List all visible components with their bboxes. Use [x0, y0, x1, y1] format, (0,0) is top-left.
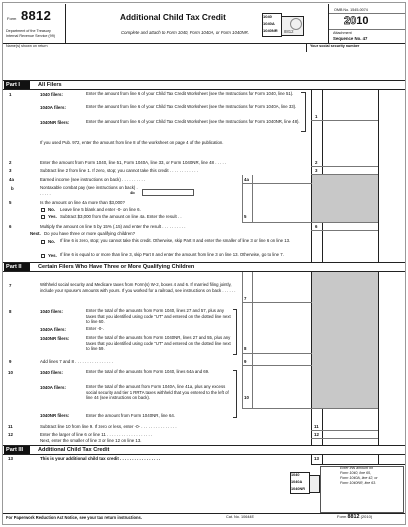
next-no-label: No. [48, 239, 56, 244]
line10-bracket [233, 370, 237, 418]
ssn-label: Your social security number [310, 44, 360, 48]
line1-1040-text: Enter the amount from line 6 of your Child Tax Credit Worksheet (see the Instructions for Form 1040, line 51). [86, 91, 294, 96]
line2-box-number: 2 [315, 160, 318, 165]
line7-number: 7 [9, 283, 12, 288]
part1-title: All Filers [38, 82, 62, 88]
line8-bracket [233, 309, 237, 355]
name-input[interactable] [4, 48, 304, 53]
line1-bracket [301, 92, 306, 132]
line10-box-number: 10 [244, 395, 249, 400]
line10-1040a-label: 1040A filers: [40, 385, 66, 390]
line9-box-number: 9 [244, 359, 247, 364]
line5-yes-checkbox[interactable] [41, 215, 45, 219]
line11-text: Subtract line 10 from line 9. If zero or less, enter -0- . . . . . . . . . . . . . . . [40, 424, 177, 429]
line9-number: 9 [9, 359, 12, 364]
form-label: Form [7, 16, 17, 21]
line8-box-number: 8 [244, 346, 247, 351]
line13-note-2: Form 1040, line 65, [340, 471, 371, 475]
return-forms-icon: 1040 1040A 1040NR [290, 472, 324, 496]
line1-1040a-label: 1040A filers: [40, 105, 66, 110]
line10-1040nr-text: Enter the amount from Form 1040NR, line 64. [86, 413, 176, 418]
next-yes-checkbox[interactable] [41, 254, 45, 258]
line5-box-number: 5 [244, 214, 247, 219]
next-yes-label: Yes. [48, 253, 57, 258]
line8-1040a-text: Enter -0-. [86, 326, 104, 331]
line4a-number: 4a [9, 177, 14, 182]
part3-title: Additional Child Tax Credit [38, 447, 110, 453]
line5-no-checkbox[interactable] [41, 208, 45, 212]
line13-note-3: Form 1040A, line 42, or [340, 476, 378, 480]
line11-box-number: 11 [314, 424, 319, 429]
line8-number: 8 [9, 309, 12, 314]
names-label: Name(s) shown on return [6, 44, 48, 48]
line9-amount-input[interactable] [253, 357, 311, 365]
line11-number: 11 [8, 424, 13, 429]
part2-next-text: Next, enter the smaller of line 3 or line 12 on line 13. [40, 438, 142, 443]
line1-1040nr-label: 1040NR filers: [40, 120, 70, 125]
line13-amount-input[interactable] [323, 455, 377, 463]
line1-note: If you used Pub. 972, enter the amount from line 8 of the worksheet on page 4 of the publication. [40, 140, 224, 145]
line4a-box-number: 4a [244, 177, 249, 182]
line10-1040nr-label: 1040NR filers: [40, 413, 70, 418]
line7-amount-input[interactable] [253, 294, 311, 302]
line4b-text: Nontaxable combat pay (see instructions on back) . . . . . . [40, 185, 138, 196]
line5-no-label: No. [48, 207, 56, 212]
line5-no-text: Leave line 5 blank and enter -0- on line 6. [60, 207, 141, 212]
line10-number: 10 [8, 370, 13, 375]
line6-number: 6 [9, 224, 12, 229]
line12-box-number: 12 [314, 432, 319, 437]
line5-amount-input[interactable] [253, 213, 311, 221]
form-stack-icon: 1040 1040A 1040NR 8812 [262, 13, 308, 39]
part1-tag: Part I [4, 81, 30, 89]
attachment-label: Attachment [333, 31, 352, 35]
line7-box-number: 7 [244, 296, 247, 301]
header-left-divider [65, 4, 66, 43]
sequence-number: Sequence No. 47 [333, 36, 368, 41]
next-label: Next. [30, 231, 41, 236]
department-label: Department of the Treasury [6, 29, 51, 33]
line2-number: 2 [9, 160, 12, 165]
line10-1040-label: 1040 filers: [40, 370, 63, 375]
line10-1040a-text: Enter the total of the amount from Form 1040A, line 41a, plus any excess social security and tier 1 RRTA taxes withheld that you entered to the left of line 44 (see instructions on back). [86, 384, 229, 401]
form-number: 8812 [21, 8, 52, 23]
line5-yes-label: Yes. [48, 214, 57, 219]
line3-box-number: 3 [315, 168, 318, 173]
line12-amount-input[interactable] [323, 431, 377, 438]
line13-box-number: 13 [314, 456, 319, 461]
ssn-input[interactable] [308, 48, 404, 53]
line6-amount-input[interactable] [323, 223, 377, 230]
line13-note-4: Form 1040NR, line 63. [340, 481, 377, 485]
line4a-text: Earned income (see instructions on back) . . . . . . . . . . [40, 177, 146, 182]
line2-text: Enter the amount from Form 1040, line 51, Form 1040A, line 33, or Form 1040NR, line 48 . . . . . [40, 160, 227, 165]
footer-form-id: Form 8812 (2010) [337, 514, 373, 520]
next-no-text: If line 6 is zero, stop; you cannot take this credit. Otherwise, skip Part II and enter the smaller of line 3 or line 6 on line 13. [60, 238, 291, 243]
form-subtitle: Complete and attach to Form 1040, Form 1040A, or Form 1040NR. [121, 30, 250, 35]
line10-1040-text: Enter the total of the amounts from Form 1040, lines 64a and 69. [86, 369, 210, 374]
line1-1040-label: 1040 filers: [40, 92, 63, 97]
line1-amount-input[interactable] [323, 112, 377, 120]
line5-number: 5 [9, 200, 12, 205]
line12-text: Enter the larger of line 6 or line 11 . . . . . . . . . . . . . . . . . . . [40, 432, 153, 437]
omb-number: OMB No. 1545-0074 [334, 8, 368, 12]
line3-number: 3 [9, 168, 12, 173]
catalog-number: Cat. No. 10644E [226, 515, 255, 519]
line1-1040nr-text: Enter the amount from line 6 of your Child Tax Credit Worksheet (see the Instructions for Form 1040NR, line 48). [86, 119, 300, 124]
line11-amount-input[interactable] [323, 422, 377, 430]
line13-text: This is your additional child tax credit . . . . . . . . . . . . . . . . . [40, 456, 161, 461]
part3-tag: Part III [4, 446, 30, 454]
next-yes-text: If line 6 is equal to or more than line 3, skip Part II and enter the amount from line 3 on line 13. Otherwise, go to line 7. [60, 252, 284, 257]
line7-text: Withheld social security and Medicare taxes from Form(s) W-2, boxes 4 and 6. If married filing jointly, include your spouse's amounts with yours. If you worked for a railroad, see instructions on back . . . . . . [40, 282, 236, 293]
line8-1040nr-text: Enter the total of the amounts from Form 1040NR, lines 27 and 55, plus any taxes that you identified using code "UT" and entered on the dotted line next to line 59. [86, 335, 231, 352]
part1-shaded-column [312, 175, 378, 222]
line8-1040a-label: 1040A filers: [40, 327, 66, 332]
line6-text: Multiply the amount on line 5 by 15% (.15) and enter the result . . . . . . . . . . [40, 224, 186, 229]
line5-text: Is the amount on line 4a more than $3,000? [40, 200, 125, 205]
line10-amount-input[interactable] [253, 393, 311, 401]
next-text: Do you have three or more qualifying children? [44, 231, 136, 236]
line13-number: 13 [8, 456, 13, 461]
line5-yes-text: Subtract $3,000 from the amount on line 4a. Enter the result . . [60, 214, 182, 219]
line8-amount-input[interactable] [253, 344, 311, 352]
line4b-number: b [11, 186, 14, 191]
irs-label: Internal Revenue Service (99) [6, 34, 55, 38]
line8-1040nr-label: 1040NR filers: [40, 336, 70, 341]
line1-number: 1 [9, 92, 12, 97]
line3-amount-input[interactable] [323, 167, 377, 174]
line4a-amount-input[interactable] [253, 176, 311, 183]
line4b-amount-input[interactable] [142, 189, 194, 196]
line4b-box-number: 4b [130, 190, 135, 195]
line2-amount-input[interactable] [323, 158, 377, 166]
line13-note-1: Enter this amount on [340, 466, 374, 470]
part2-shaded-column [312, 272, 378, 408]
paperwork-notice: For Paperwork Reduction Act Notice, see your tax return instructions. [6, 515, 142, 520]
next-no-checkbox[interactable] [41, 240, 45, 244]
line3-text: Subtract line 2 from line 1. If zero, stop; you cannot take this credit . . . . . . . . . . . . [40, 168, 198, 173]
line8-1040-label: 1040 filers: [40, 309, 63, 314]
line1-box-number: 1 [315, 114, 318, 119]
form-title: Additional Child Tax Credit [120, 12, 226, 22]
line9-text: Add lines 7 and 8 . . . . . . . . . . . . . . . . [40, 359, 113, 364]
line6-box-number: 6 [315, 224, 318, 229]
tax-year: 2010 [344, 15, 369, 27]
line12-number: 12 [8, 432, 13, 437]
header-right-divider [328, 4, 329, 43]
part2-tag: Part II [4, 263, 30, 271]
line8-1040-text: Enter the total of the amounts from Form 1040, lines 27 and 57, plus any taxes that you identified using code "UT" and entered on the dotted line next to line 60. [86, 308, 231, 325]
line1-1040a-text: Enter the amount from line 6 of your Child Tax Credit Worksheet (see the Instructions for Form 1040A, line 33). [86, 104, 297, 109]
part2-title: Certain Filers Who Have Three or More Qualifying Children [38, 264, 195, 270]
